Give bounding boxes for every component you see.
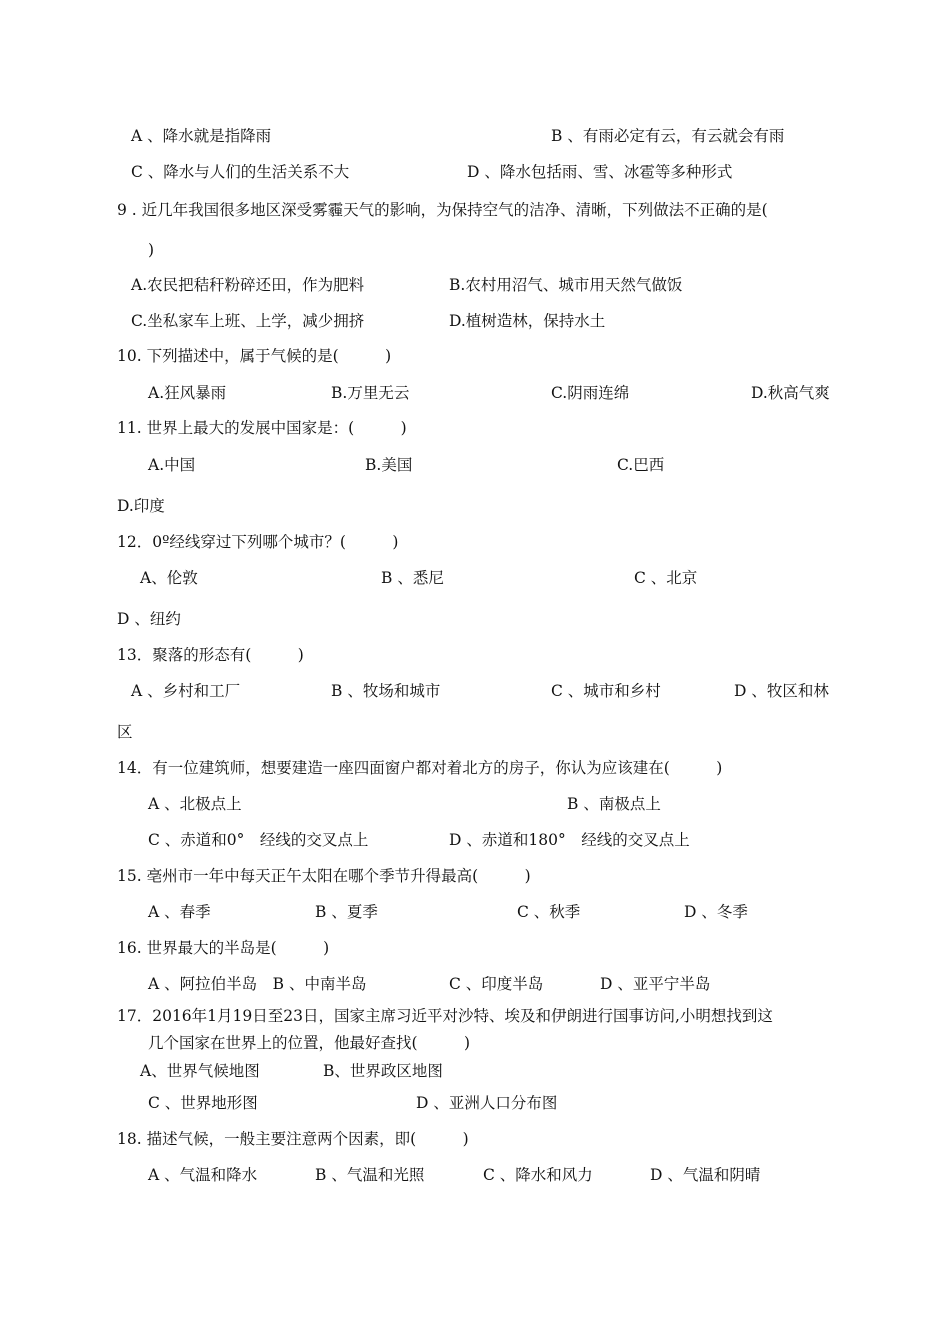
text-line: D 、亚平宁半岛: [600, 975, 711, 993]
text-line: D 、纽约: [117, 610, 181, 628]
text-line: 12．0º经线穿过下列哪个城市？( ): [117, 533, 399, 551]
text-line: 16. 世界最大的半岛是( ): [117, 939, 330, 957]
text-line: C 、印度半岛: [449, 975, 544, 993]
text-line: C 、城市和乡村: [551, 682, 661, 700]
text-line: 14．有一位建筑师，想要建造一座四面窗户都对着北方的房子，你认为应该建在( ): [117, 759, 723, 777]
text-line: A.中国: [148, 456, 196, 474]
text-line: A 、气温和降水: [148, 1166, 258, 1184]
text-line: 区: [117, 723, 133, 741]
text-line: 9 . 近几年我国很多地区深受雾霾天气的影响，为保持空气的洁净、清晰，下列做法不正确的是(: [117, 201, 768, 219]
text-line: A 、阿拉伯半岛 B 、中南半岛: [148, 975, 367, 993]
text-line: D.印度: [117, 497, 165, 515]
text-line: 几个国家在世界上的位置，他最好查找( ): [148, 1034, 471, 1052]
text-line: 15. 亳州市一年中每天正午太阳在哪个季节升得最高( ): [117, 867, 531, 885]
text-line: C 、北京: [634, 569, 698, 587]
text-line: A 、北极点上: [148, 795, 242, 813]
text-line: 17．2016年1月19日至23日，国家主席习近平对沙特、埃及和伊朗进行国事访问,小明想找到这: [117, 1007, 773, 1025]
text-line: A 、乡村和工厂: [131, 682, 241, 700]
text-line: C 、赤道和0° 经线的交叉点上: [148, 831, 369, 849]
text-line: 18. 描述气候，一般主要注意两个因素，即( ): [117, 1130, 469, 1148]
text-line: A.农民把秸秆粉碎还田，作为肥料: [131, 276, 365, 294]
text-line: A 、春季: [148, 903, 211, 921]
text-line: 11. 世界上最大的发展中国家是：( ): [117, 419, 407, 437]
text-line: C 、秋季: [517, 903, 581, 921]
text-line: D 、气温和阴晴: [650, 1166, 761, 1184]
text-line: D.植树造林，保持水土: [449, 312, 606, 330]
text-line: B 、夏季: [315, 903, 378, 921]
text-line: A、伦敦: [140, 569, 198, 587]
text-line: B.万里无云: [331, 384, 410, 402]
text-line: A.狂风暴雨: [148, 384, 227, 402]
text-line: D 、冬季: [684, 903, 748, 921]
text-line: D 、赤道和180° 经线的交叉点上: [449, 831, 690, 849]
text-line: C 、世界地形图: [148, 1094, 258, 1112]
text-line: B 、悉尼: [381, 569, 444, 587]
text-line: C.巴西: [617, 456, 665, 474]
text-line: 13．聚落的形态有( ): [117, 646, 304, 664]
text-line: B、世界政区地图: [323, 1062, 443, 1080]
text-line: A 、降水就是指降雨: [131, 127, 272, 145]
text-line: B 、南极点上: [567, 795, 661, 813]
text-line: B.美国: [365, 456, 413, 474]
text-line: C.阴雨连绵: [551, 384, 630, 402]
text-line: D.秋高气爽: [751, 384, 830, 402]
text-line: ): [148, 241, 155, 259]
text-line: C 、降水与人们的生活关系不大: [131, 163, 350, 181]
text-line: 10. 下列描述中，属于气候的是( ): [117, 347, 392, 365]
text-line: D 、亚洲人口分布图: [416, 1094, 558, 1112]
text-line: B 、有雨必定有云，有云就会有雨: [551, 127, 785, 145]
text-line: B.农村用沼气、城市用天然气做饭: [449, 276, 683, 294]
text-line: D 、降水包括雨、雪、冰雹等多种形式: [467, 163, 733, 181]
text-line: D 、牧区和林: [734, 682, 829, 700]
text-line: C 、降水和风力: [483, 1166, 593, 1184]
text-line: A、世界气候地图: [140, 1062, 260, 1080]
text-line: B 、牧场和城市: [331, 682, 441, 700]
text-line: B 、气温和光照: [315, 1166, 425, 1184]
text-line: C.坐私家车上班、上学，减少拥挤: [131, 312, 365, 330]
